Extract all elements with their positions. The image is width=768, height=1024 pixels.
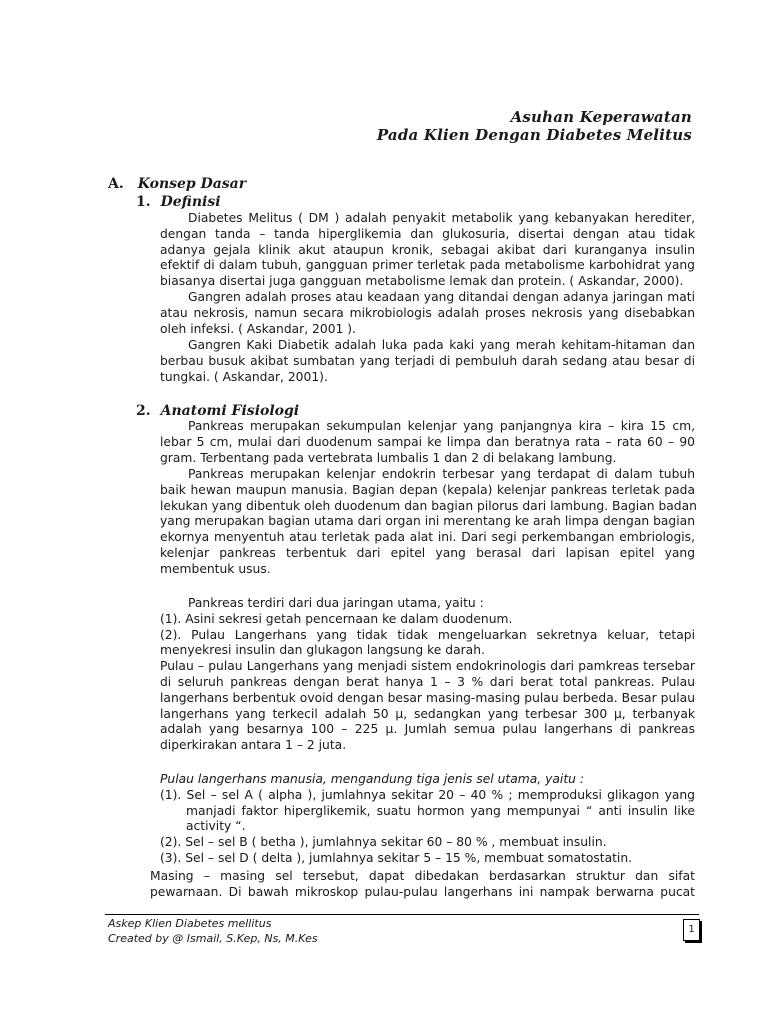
section-heading-a (108, 176, 246, 192)
document-title-line1: Asuhan Keperawatan (510, 108, 692, 126)
definisi-paragraph-1 (160, 211, 695, 290)
text-line: diperkirakan antara 1 – 2 juta. (160, 738, 347, 753)
text-line: Pankreas terdiri dari dua jaringan utama, yaitu : (188, 596, 484, 610)
text-line: yang merupakan bagian utama dari organ ini merentang ke arah limpa dengan bagian (160, 514, 695, 529)
text-line: lebar 5 cm, mulai dari duodenum sampai ke limpa dan beratnya rata – rata 60 – 90 (160, 434, 695, 449)
text-line: langerhans berbentuk ovoid dengan besar masing-masing pulau berbeda. Besar pulau (160, 690, 695, 705)
anatomi-paragraph-3 (160, 596, 695, 754)
text-line: langerhans yang terkecil adalah 50 μ, sedangkan yang terbesar 300 μ, terbanyak (160, 706, 695, 721)
definisi-paragraph-2 (160, 290, 695, 337)
footer-divider (105, 914, 699, 915)
text-line: efektif di dalam tubuh, gangguan primer terletak pada metabolisme karbohidrat yang (160, 258, 695, 273)
subsection-heading-definisi (136, 194, 221, 210)
subsection-heading-anatomi (136, 403, 299, 419)
text-line: tungkai. ( Askandar, 2001). (160, 369, 328, 384)
text-line: dengan tanda – tanda hiperglikemia dan glukosuria, disertai dengan atau tidak (160, 226, 695, 241)
list-item: (2). Pulau Langerhans yang tidak tidak mengeluarkan sekretnya keluar, tetapi (160, 627, 695, 642)
subsection-number: 2. (136, 403, 151, 419)
footer-title: Askep Klien Diabetes mellitus (108, 917, 272, 930)
subsection-label: Anatomi Fisiologi (160, 403, 300, 419)
list-item: (1). Asini sekresi getah pencernaan ke dalam duodenum. (160, 611, 513, 626)
subsection-number: 1. (136, 194, 151, 210)
text-line: manjadi faktor hiperglikemik, suatu hormon yang mempunyai “ anti insulin like (186, 803, 695, 818)
text-line: Gangren adalah proses atau keadaan yang ditandai dengan adanya jaringan mati (188, 290, 695, 304)
text-line: lekukan yang dibentuk oleh duodenum dan bagian pilorus dari lambung. Bagian badan (160, 498, 697, 513)
text-line: Pankreas merupakan sekumpulan kelenjar yang panjangnya kira – kira 15 cm, (188, 419, 695, 433)
text-line: adalah yang besarnya 100 – 225 μ. Jumlah semua pulau langerhans di pankreas (160, 722, 695, 737)
text-line: berbau busuk akibat sumbatan yang terjadi di pembuluh darah sedang atau besar di (160, 353, 695, 368)
text-line: Pulau langerhans manusia, mengandung tiga jenis sel utama, yaitu : (160, 772, 585, 786)
section-label: Konsep Dasar (137, 176, 247, 192)
document-title-line2: Pada Klien Dengan Diabetes Melitus (376, 126, 692, 144)
text-line: activity “. (186, 819, 246, 834)
text-line: oleh infeksi. ( Askandar, 2001 ). (160, 321, 356, 336)
text-line: menyekresi insulin dan glukagon langsung ke darah. (160, 643, 485, 658)
definisi-paragraph-3 (160, 338, 695, 385)
text-line: pewarnaan. Di bawah mikroskop pulau-pulau langerhans ini nampak berwarna pucat (150, 884, 695, 899)
anatomi-paragraph-2 (160, 467, 695, 578)
text-line: Masing – masing sel tersebut, dapat dibedakan berdasarkan struktur dan sifat (150, 869, 695, 883)
footer-author: Created by @ Ismail, S.Kep, Ns, M.Kes (108, 932, 318, 945)
text-line: ekornya menyentuh atau terletak pada alat ini. Dari segi perkembangan embriologis, (160, 530, 695, 545)
text-line: Pankreas merupakan kelenjar endokrin terbesar yang terdapat di dalam tubuh (188, 467, 695, 481)
text-line: Diabetes Melitus ( DM ) adalah penyakit metabolik yang kebanyakan herediter, (188, 211, 695, 225)
text-line: membentuk usus. (160, 561, 271, 576)
text-line: Gangren Kaki Diabetik adalah luka pada kaki yang merah kehitam-hitaman dan (188, 338, 695, 352)
page-number: 1 (683, 919, 700, 941)
text-line: atau nekrosis, namun secara mikrobiologis adalah proses nekrosis yang disebabkan (160, 305, 695, 320)
anatomi-paragraph-5 (150, 869, 695, 901)
list-item: (3). Sel – sel D ( delta ), jumlahnya sekitar 5 – 15 %, membuat somatostatin. (160, 850, 633, 865)
text-line: kelenjar pankreas terbentuk dari epitel yang berasal dari lapisan epitel yang (160, 545, 695, 560)
text-line: biasanya disertai juga gangguan metabolisme lemak dan protein. ( Askandar, 2000). (160, 274, 684, 289)
list-item: (1). Sel – sel A ( alpha ), jumlahnya sekitar 20 – 40 % ; memproduksi glikagon yang (160, 787, 695, 802)
text-line: di seluruh pankreas dengan berat hanya 1 – 3 % dari berat total pankreas. Pulau (160, 674, 695, 689)
subsection-label: Definisi (160, 194, 221, 210)
text-line: baik hewan maupun manusia. Bagian depan (kepala) kelenjar pankreas terletak pada (160, 482, 695, 497)
anatomi-paragraph-4 (160, 772, 695, 867)
section-letter: A. (108, 176, 124, 192)
list-item: (2). Sel – sel B ( betha ), jumlahnya sekitar 60 – 80 % , membuat insulin. (160, 835, 607, 850)
text-line: Pulau – pulau Langerhans yang menjadi sistem endokrinologis dari pamkreas tersebar (160, 659, 695, 674)
text-line: adanya gejala klinik akut ataupun kronik, sebagai akibat dari kuranganya insulin (160, 242, 695, 257)
anatomi-paragraph-1 (160, 419, 695, 466)
text-line: gram. Terbentang pada vertebrata lumbalis 1 dan 2 di belakang lambung. (160, 450, 617, 465)
